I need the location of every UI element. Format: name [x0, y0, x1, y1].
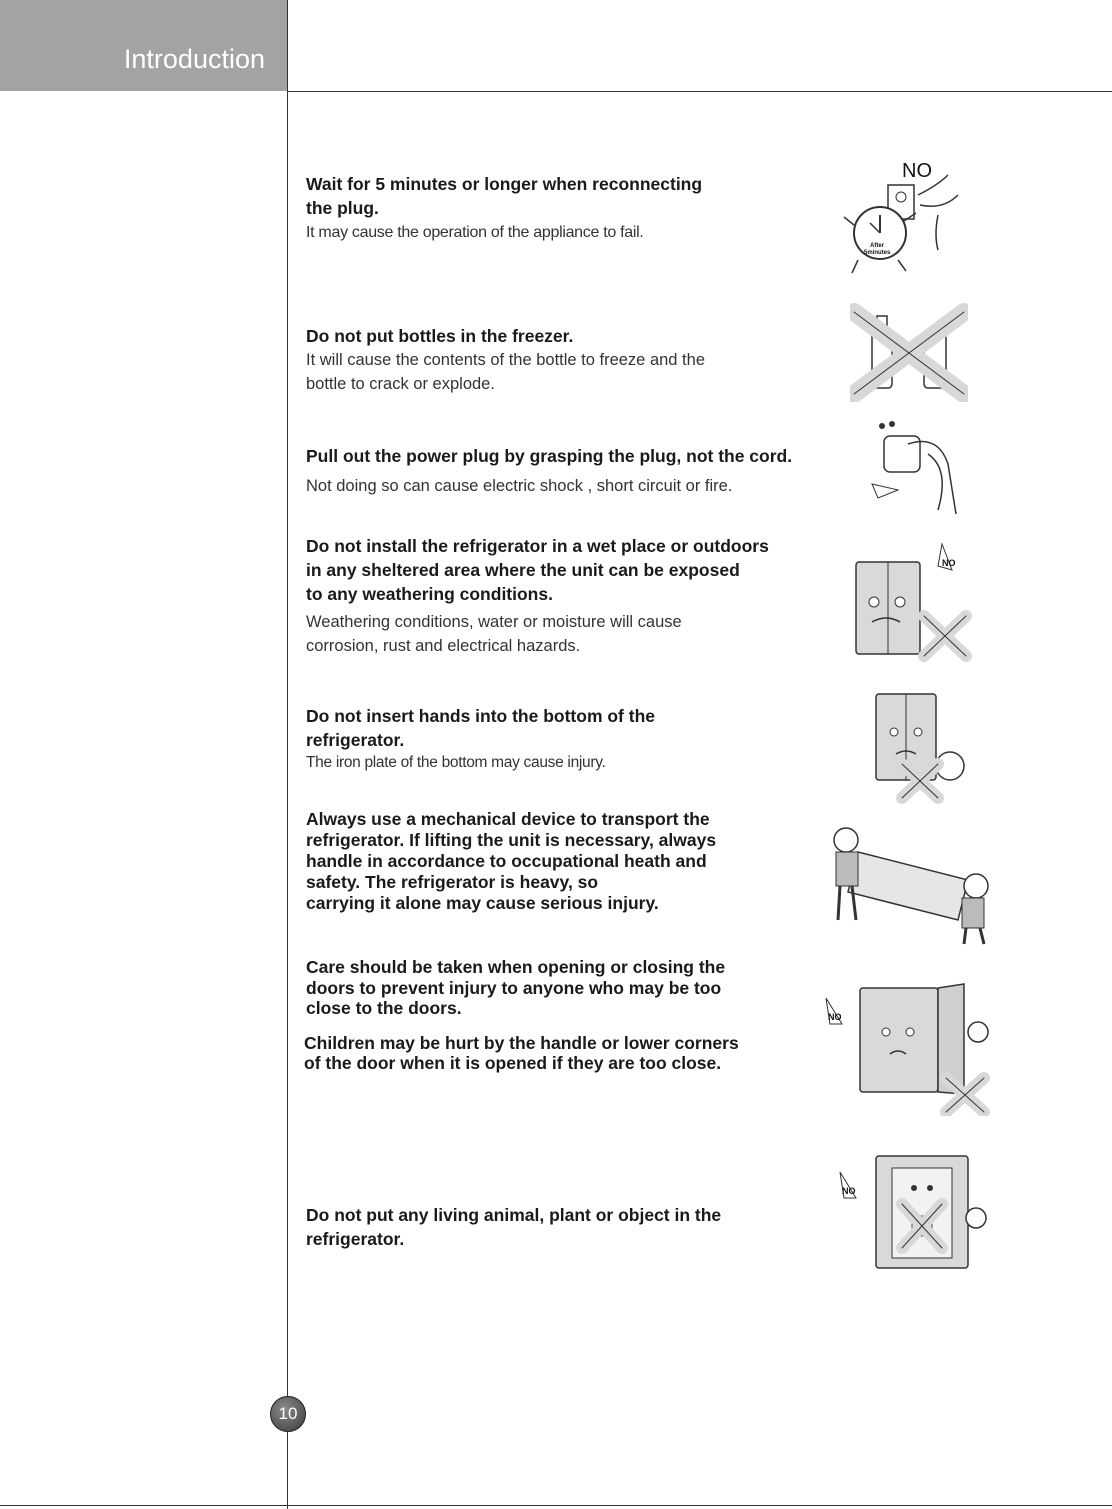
- warning-body: It may cause the operation of the appliance to fail.: [306, 224, 644, 241]
- warning-item-doors: [306, 957, 816, 1074]
- page-number-badge: 10: [270, 1396, 306, 1432]
- warning-title: Care should be taken when opening or closing the doors to prevent injury to anyone who may be too close to the doors.: [306, 957, 726, 1018]
- section-title: Introduction: [123, 44, 265, 74]
- header-divider: [287, 91, 1112, 92]
- no-label: NO: [902, 160, 932, 182]
- warning-title: Do not install the refrigerator in a wet place or outdoors in any sheltered area where the unit can be exposed to any weathering conditions.: [306, 536, 769, 604]
- after-label: After: [870, 243, 885, 249]
- no-label: NO: [828, 1012, 842, 1022]
- no-label: NO: [942, 558, 956, 568]
- warning-item-transport: [306, 809, 826, 914]
- reconnect-plug-wait-icon: [838, 155, 968, 280]
- door-children-icon: [814, 980, 998, 1116]
- warning-body: Not doing so can cause electric shock , short circuit or fire.: [306, 477, 733, 495]
- warning-title: Do not put any living animal, plant or object in the refrigerator.: [306, 1205, 722, 1249]
- warning-body: Weathering conditions, water or moisture will cause corrosion, rust and electrical hazards.: [306, 613, 682, 655]
- bottles-freezer-icon: [850, 298, 968, 402]
- footer-divider: [0, 1505, 1112, 1506]
- warning-title: Pull out the power plug by grasping the plug, not the cord.: [306, 446, 793, 466]
- warning-item-no-animal: [306, 1203, 826, 1251]
- pull-plug-icon: [868, 414, 964, 522]
- wet-place-icon: [842, 540, 982, 664]
- warning-item-wet-place: [306, 534, 846, 658]
- five-minutes-label: 5minutes: [864, 250, 891, 256]
- warning-body: Children may be hurt by the handle or lower corners of the door when it is opened if they are too close.: [304, 1032, 739, 1073]
- warning-body: The iron plate of the bottom may cause injury.: [306, 754, 606, 771]
- warning-title: Do not put bottles in the freezer.: [306, 326, 574, 346]
- no-animal-inside-icon: [810, 1148, 992, 1274]
- no-label: NO: [842, 1186, 856, 1196]
- hands-bottom-icon: [854, 678, 978, 804]
- warning-item-hands-bottom: [306, 704, 806, 774]
- warning-title: Do not insert hands into the bottom of the refrigerator.: [306, 706, 655, 750]
- margin-divider: [287, 0, 288, 1509]
- warning-item-reconnect-plug: [306, 172, 826, 245]
- transport-refrigerator-icon: [818, 824, 998, 946]
- warning-title: Always use a mechanical device to transport the refrigerator. If lifting the unit is necessary, always handle in accordance to occupational heath and safety. The refrigerator is heavy, so carrying it alone may cause serious injury.: [306, 809, 717, 913]
- warning-item-pull-plug: [306, 444, 866, 498]
- section-header-tab: [0, 0, 287, 91]
- warning-body: It will cause the contents of the bottle to freeze and the bottle to crack or explode.: [306, 351, 705, 393]
- warning-item-bottles-freezer: [306, 324, 826, 396]
- warning-title: Wait for 5 minutes or longer when reconnecting the plug.: [306, 174, 703, 218]
